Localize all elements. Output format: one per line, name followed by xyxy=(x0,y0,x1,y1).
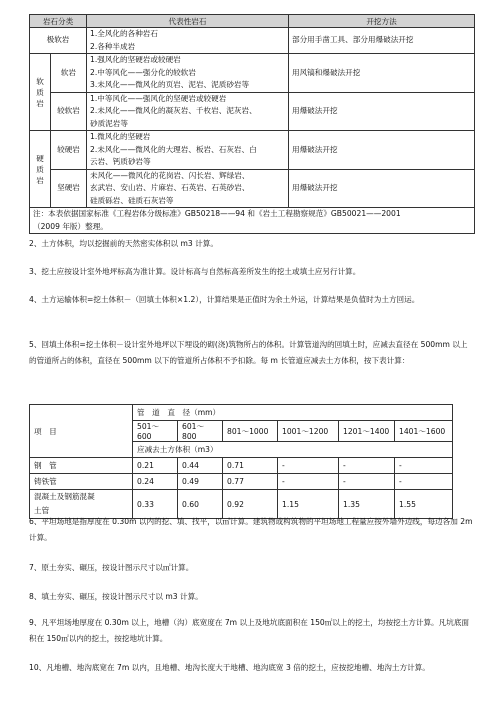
rock-line: 1.强风化的坚硬岩或较硬岩 xyxy=(90,55,181,64)
table-row xyxy=(30,169,475,208)
value-cell: - xyxy=(339,474,395,490)
header-rock-class: 岩石分类 xyxy=(30,15,87,28)
rock-line: 云岩、钙质砂岩等 xyxy=(90,157,151,166)
value-cell: 0.33 xyxy=(133,490,178,519)
diameter-range: 501～600 xyxy=(133,421,178,442)
pipe-deduction-table xyxy=(29,404,453,519)
table-row xyxy=(30,474,453,490)
rock-list xyxy=(87,28,289,54)
table-header-row xyxy=(30,15,475,28)
group-char: 岩 xyxy=(36,98,44,108)
value-cell: 0.77 xyxy=(223,474,278,490)
rule-paragraph-8: 8、填土夯实、碾压，按设计图示尺寸以 m3 计算。 xyxy=(29,592,203,601)
group-char: 质 xyxy=(36,164,44,174)
rock-line: 2.未风化——微风化的凝灰岩、千枚岩、泥灰岩、 xyxy=(90,106,257,115)
value-cell: - xyxy=(278,474,339,490)
value-cell: 1.55 xyxy=(395,490,453,519)
header-excavation-method: 开挖方法 xyxy=(289,15,475,28)
excavation-method: 用风镐和爆破法开挖 xyxy=(289,54,475,93)
rule-paragraph-3: 3、挖土应按设计室外地坪标高为准计算。设计标高与自然标高差所发生的挖土或填土应另行计算。 xyxy=(29,267,361,276)
rock-line: 未风化——微风化的花岗岩、闪长岩、辉绿岩、 xyxy=(90,170,250,180)
rock-class-extremely-soft: 极软岩 xyxy=(30,28,87,54)
rock-line: 1.中等风化——强风化的坚硬岩或较硬岩 xyxy=(90,93,227,103)
pipe-type: 铸铁管 xyxy=(30,474,133,490)
header-pipe-diameter: 管 道 直 径（mm） xyxy=(133,405,453,421)
table-note-row xyxy=(30,208,475,234)
value-cell: 1.15 xyxy=(278,490,339,519)
group-char: 软 xyxy=(36,76,44,86)
table-note xyxy=(30,208,475,234)
rock-list xyxy=(87,92,289,131)
excavation-method: 用爆破法开挖 xyxy=(289,131,475,170)
rock-class-soft: 软岩 xyxy=(51,54,87,93)
pipe-type: 钢 管 xyxy=(30,458,133,474)
excavation-method: 用爆破法开挖 xyxy=(289,169,475,208)
table-row xyxy=(30,458,453,474)
group-char: 质 xyxy=(36,87,44,97)
rule-paragraph-5: 5、回填土体积=挖土体积－设计室外地坪以下埋设的砌(浇)筑物所占的体积。计算管道沟的回填土时，应减去直径在 500mm 以上的管道所占的体积，直径在 500mm 以下的管道所占体积不予扣除。每 m 长管道应减去土方体积，按下表计算： xyxy=(29,340,468,365)
value-cell: 0.21 xyxy=(133,458,178,474)
rule-paragraph-2: 2、土方体积，均以挖掘前的天然密实体积以 m3 计算。 xyxy=(29,239,218,248)
value-cell: 0.24 xyxy=(133,474,178,490)
rock-line: 玄武岩、安山岩、片麻岩、石英岩、石英砂岩、 xyxy=(90,183,250,192)
rock-line: 1.微风化的坚硬岩 xyxy=(90,132,151,141)
rock-list xyxy=(87,54,289,93)
value-cell: - xyxy=(278,458,339,474)
rule-paragraph-9: 9、凡平坦场地厚度在 0.30m 以上，地槽（沟）底宽度在 7m 以上及地坑底面积在 150㎡以上的挖土，均按挖土方计算。凡坑底面积在 150㎡以内的挖土，按挖地坑计算。 xyxy=(29,618,470,643)
note-line: 注：本表依据国家标准《工程岩体分级标准》GB50218——94 和《岩土工程勘察规范》GB50021——2001 xyxy=(33,209,401,218)
rock-line: 3.未风化——微风化的页岩、泥岩、泥质砂岩等 xyxy=(90,80,250,89)
rock-class-hard: 坚硬岩 xyxy=(51,169,87,208)
header-reduce-volume: 应减去土方体积（m3） xyxy=(133,442,453,458)
table-header-row xyxy=(30,405,453,421)
rule-paragraph-7: 7、原土夯实、碾压，按设计图示尺寸以㎡计算。 xyxy=(29,563,194,572)
value-cell: 0.71 xyxy=(223,458,278,474)
value-cell: - xyxy=(395,474,453,490)
rock-class-softer: 较软岩 xyxy=(51,92,87,131)
rock-class-harder: 较硬岩 xyxy=(51,131,87,170)
group-char: 岩 xyxy=(36,175,44,185)
value-cell: 1.35 xyxy=(339,490,395,519)
excavation-method: 部分用手凿工具、部分用爆破法开挖 xyxy=(289,28,475,54)
diameter-range: 1001～1200 xyxy=(278,421,339,442)
header-item: 项 目 xyxy=(30,405,133,458)
diameter-range: 801～1000 xyxy=(223,421,278,442)
header-representative-rocks: 代表性岩石 xyxy=(87,15,289,28)
rock-line: 硅质砾岩、硅质石灰岩等 xyxy=(90,195,174,205)
group-char: 硬 xyxy=(36,153,44,163)
value-cell: 0.44 xyxy=(178,458,223,474)
table-row xyxy=(30,28,475,54)
rock-line: 2.未风化——微风化的大理岩、板岩、石灰岩、白 xyxy=(90,144,257,154)
table-row xyxy=(30,54,475,93)
rock-list xyxy=(87,169,289,208)
value-cell: 0.92 xyxy=(223,490,278,519)
rule-paragraph-6: 6、平坦场地是指厚度在 0.30m 以内的挖、填、找平，以㎡计算。建筑物或构筑物的平坦场地工程量应按外墙外边线，每边各加 2m 计算。 xyxy=(29,517,473,542)
pipe-type-line: 混凝土及钢筋混凝 xyxy=(34,492,95,501)
rock-line: 2.中等风化——强分化的较软岩 xyxy=(90,67,196,77)
value-cell: 0.60 xyxy=(178,490,223,519)
rock-list xyxy=(87,131,289,170)
rock-classification-table xyxy=(29,14,475,234)
group-hard-rock xyxy=(30,131,51,208)
value-cell: - xyxy=(395,458,453,474)
rule-paragraph-10: 10、凡地槽、地沟底宽在 7m 以内，且地槽、地沟长度大于地槽、地沟底宽 3 倍的挖土，应按挖地槽、地沟土方计算。 xyxy=(29,663,430,672)
rule-paragraph-4: 4、土方运输体积=挖土体积－（回填土体积×1.2），计算结果是正值时为余土外运，计算结果是负值时为土方回运。 xyxy=(29,295,420,304)
value-cell: 0.49 xyxy=(178,474,223,490)
rock-line: 2.各种半成岩 xyxy=(90,41,136,51)
group-soft-rock xyxy=(30,54,51,131)
value-cell: - xyxy=(339,458,395,474)
pipe-type-line: 土管 xyxy=(34,506,50,515)
table-row xyxy=(30,131,475,170)
diameter-range: 601～800 xyxy=(178,421,223,442)
note-line: （2009 年版）整理。 xyxy=(33,221,108,231)
table-row xyxy=(30,92,475,131)
diameter-range: 1401～1600 xyxy=(395,421,453,442)
excavation-method: 用爆破法开挖 xyxy=(289,92,475,131)
diameter-range: 1201～1400 xyxy=(339,421,395,442)
rock-line: 砂质泥岩等 xyxy=(90,118,128,128)
rock-line: 1.全风化的各种岩石 xyxy=(90,29,158,38)
